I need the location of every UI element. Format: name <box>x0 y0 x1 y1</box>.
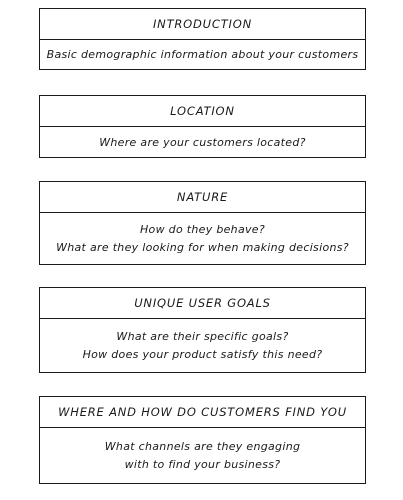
section-description <box>40 127 365 158</box>
section-title-text: NATURE <box>176 190 229 204</box>
section-card-nature <box>39 181 366 265</box>
section-title-text: UNIQUE USER GOALS <box>134 296 271 310</box>
section-card-introduction <box>39 8 366 70</box>
description-line: with to find your business? <box>124 458 281 471</box>
section-title <box>40 96 365 127</box>
section-title <box>40 9 365 40</box>
section-title-text: LOCATION <box>170 104 235 118</box>
description-line: How do they behave? <box>139 223 266 236</box>
description-line: Basic demographic information about your customers <box>46 48 359 61</box>
section-title-text: WHERE AND HOW DO CUSTOMERS FIND YOU <box>58 405 347 419</box>
section-card-unique-user-goals <box>39 287 366 373</box>
description-line: How does your product satisfy this need? <box>82 348 323 361</box>
section-description <box>40 40 365 70</box>
section-card-customer-discovery <box>39 396 366 484</box>
section-title-text: INTRODUCTION <box>152 17 253 31</box>
description-line: What are their specific goals? <box>116 330 289 343</box>
section-title <box>40 288 365 319</box>
section-card-location <box>39 95 366 158</box>
section-description <box>40 428 365 484</box>
section-title <box>40 397 365 428</box>
section-description <box>40 319 365 373</box>
description-line: Where are your customers located? <box>99 135 306 149</box>
section-title <box>40 182 365 213</box>
description-line: What are they looking for when making decisions? <box>56 241 349 254</box>
section-description <box>40 213 365 265</box>
description-line: What channels are they engaging <box>104 440 301 453</box>
